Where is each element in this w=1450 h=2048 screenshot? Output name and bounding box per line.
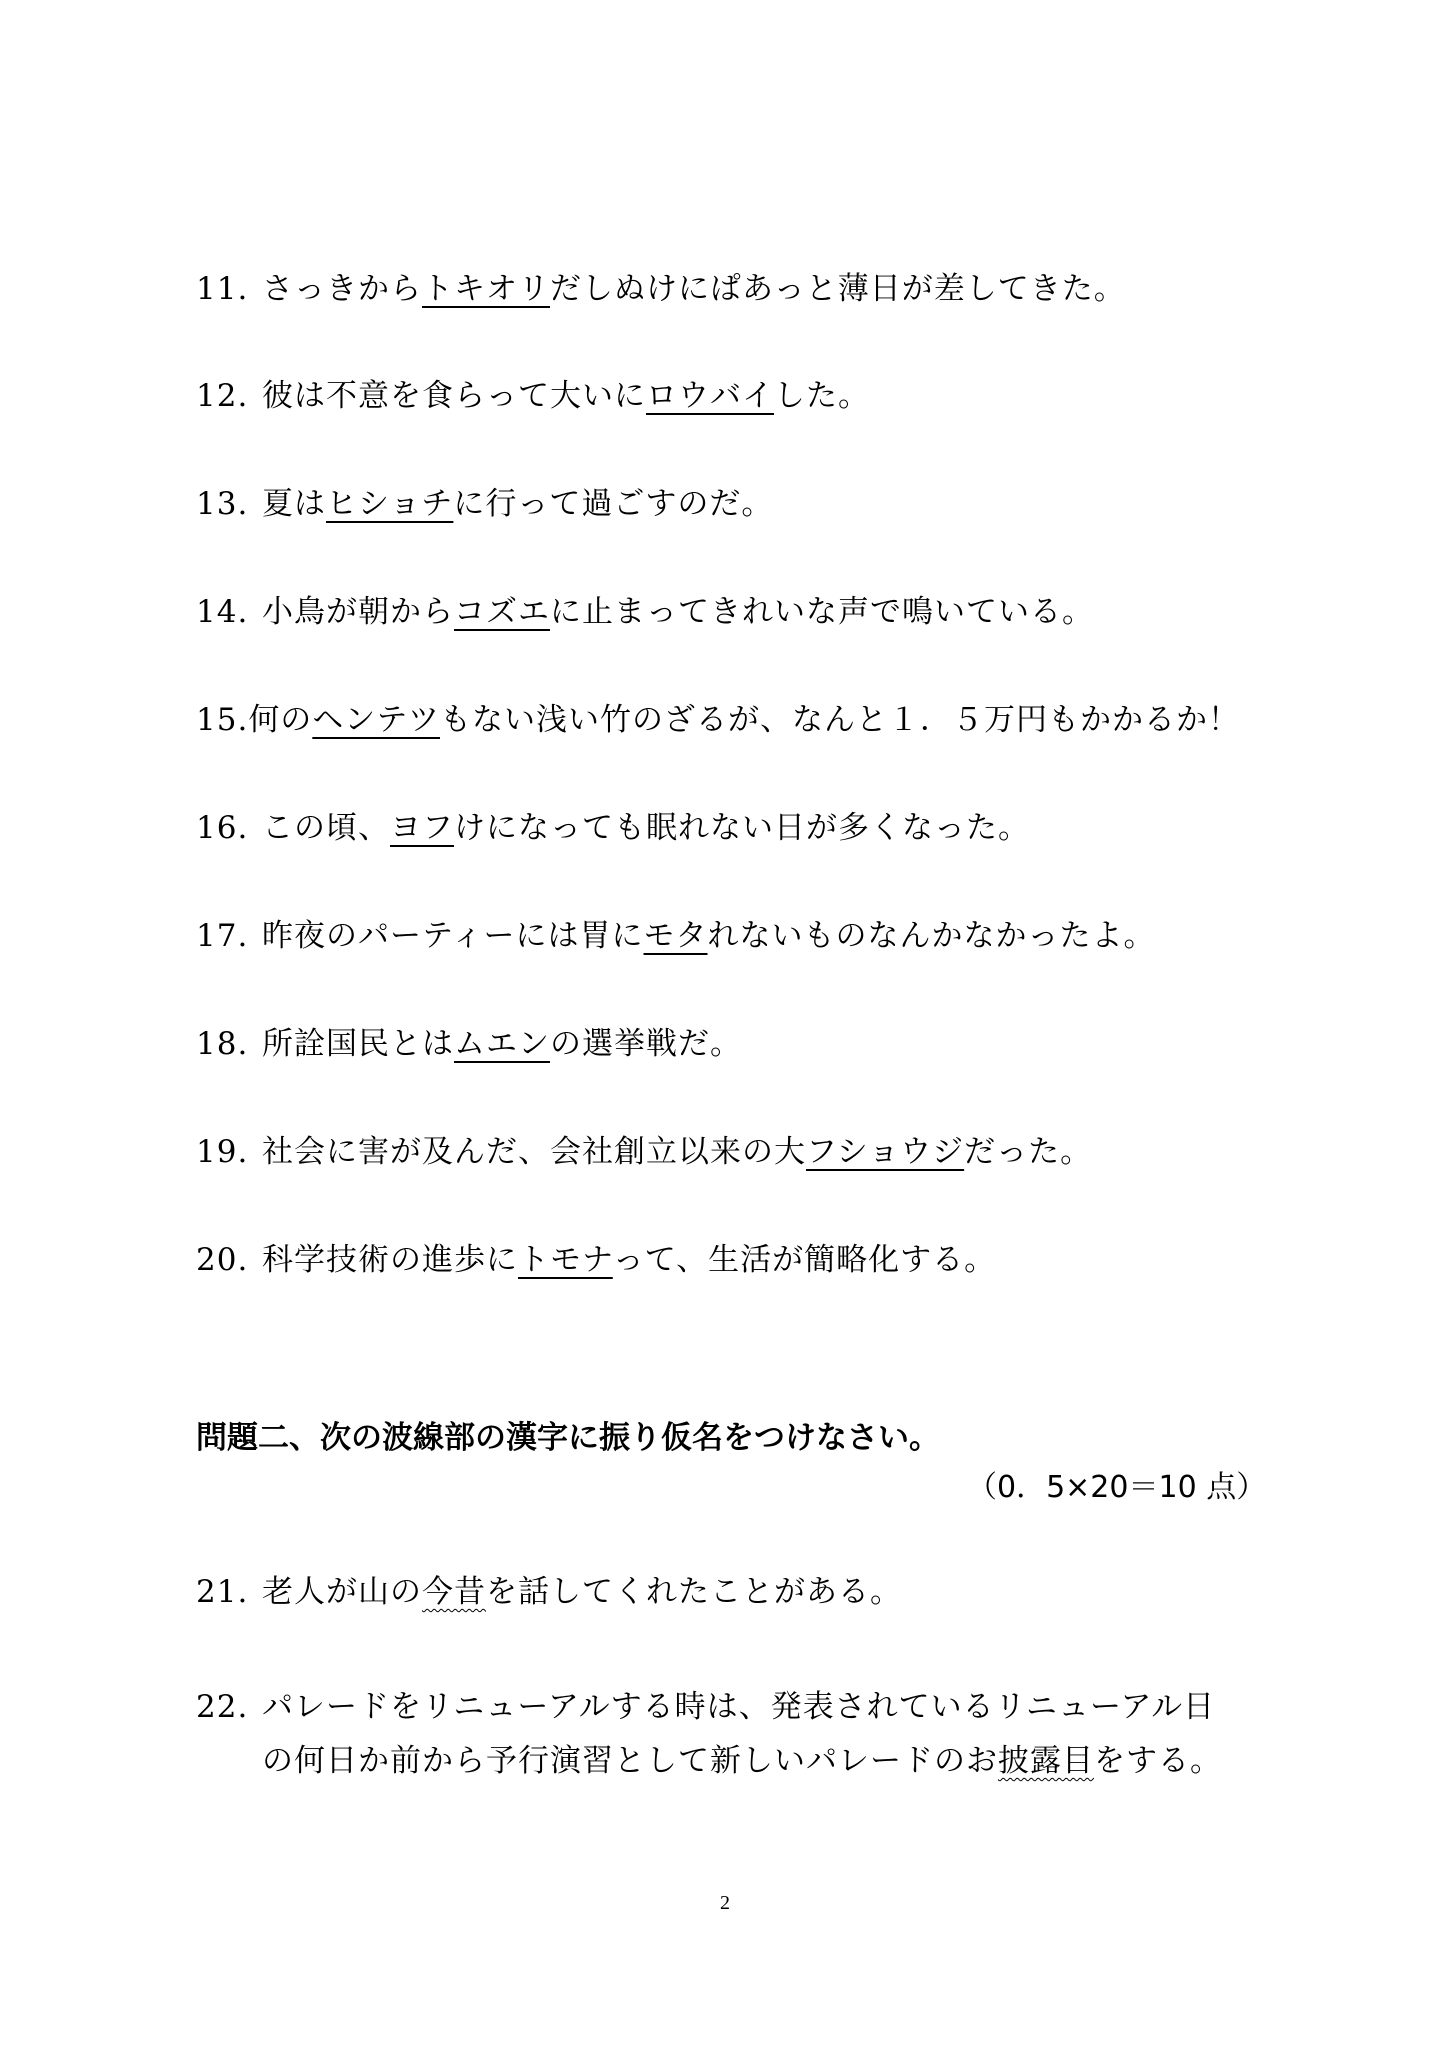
question-text: 老人が山の	[262, 1574, 422, 1610]
question-text: に行って過ごすのだ。	[453, 486, 774, 522]
wavy-underlined-kanji: 披露目	[998, 1743, 1094, 1779]
question-text: さっきから	[262, 271, 422, 307]
question-text: だしぬけにぱあっと薄日が差してきた。	[550, 271, 1126, 307]
question-text: この頃、	[262, 810, 390, 846]
question-text: に止まってきれいな声で鳴いている。	[550, 594, 1094, 630]
question-number: 21.	[196, 1574, 249, 1610]
underlined-katakana: ヘンテツ	[312, 702, 441, 738]
question-text: した。	[774, 378, 870, 414]
underlined-katakana: ヨフ	[390, 810, 454, 846]
question-20	[196, 1240, 996, 1280]
question-text: 夏は	[262, 486, 326, 522]
question-text: もない浅い竹のざるが、なんと１．５万円もかかるか！	[440, 702, 1241, 738]
question-text: の選挙戦だ。	[550, 1026, 742, 1062]
question-22	[196, 1680, 1222, 1788]
page-number: 2	[720, 1892, 730, 1914]
question-text: パレードをリニューアルする時は、発表されているリニューアル日	[262, 1689, 1216, 1725]
underlined-katakana: フショウジ	[806, 1134, 965, 1170]
points-note: （0．5×20＝10 点）	[967, 1470, 1267, 1505]
underlined-katakana: トキオリ	[422, 271, 550, 307]
question-number: 12.	[196, 378, 249, 414]
question-text: をする。	[1094, 1743, 1222, 1779]
question-text: 所詮国民とは	[262, 1026, 454, 1062]
question-text: 昨夜のパーティーには胃に	[262, 918, 644, 954]
question-text: を話してくれたことがある。	[486, 1574, 902, 1610]
section-heading: 問題二、次の波線部の漢字に振り仮名をつけなさい。	[196, 1420, 940, 1456]
question-number: 22.	[196, 1689, 249, 1725]
question-13	[196, 484, 773, 524]
question-text: 社会に害が及んだ、会社創立以来の大	[262, 1134, 806, 1170]
question-11	[196, 269, 1126, 309]
question-text: けになっても眠れない日が多くなった。	[454, 810, 1030, 846]
question-21	[196, 1572, 902, 1612]
question-number: 19.	[196, 1134, 249, 1170]
question-text: 科学技術の進歩に	[262, 1242, 518, 1278]
question-number: 18.	[196, 1026, 249, 1062]
question-text: 何の	[248, 702, 313, 738]
question-number: 11.	[196, 271, 249, 307]
question-text: 彼は不意を食らって大いに	[262, 378, 646, 414]
underlined-katakana: モタ	[643, 918, 708, 954]
question-number: 17.	[196, 918, 249, 954]
underlined-katakana: トモナ	[518, 1242, 613, 1278]
question-number: 20.	[196, 1242, 249, 1278]
question-17	[196, 916, 1156, 956]
underlined-katakana: コズエ	[454, 594, 550, 630]
question-18	[196, 1024, 742, 1064]
question-15	[196, 700, 1240, 740]
wavy-underlined-kanji: 今昔	[422, 1574, 486, 1610]
question-number: 13.	[196, 486, 249, 522]
question-14	[196, 592, 1094, 632]
question-text: の何日か前から予行演習として新しいパレードのお	[262, 1743, 998, 1779]
question-19	[196, 1132, 1092, 1172]
underlined-katakana: ヒショチ	[326, 486, 454, 522]
question-text: って、生活が簡略化する。	[612, 1242, 997, 1278]
question-12	[196, 376, 870, 416]
underlined-katakana: ムエン	[454, 1026, 550, 1062]
question-continuation	[196, 1734, 1222, 1788]
question-text: れないものなんかなかったよ。	[707, 918, 1156, 954]
question-number: 14.	[196, 594, 249, 630]
question-number: 15.	[196, 702, 249, 738]
question-text: だった。	[964, 1134, 1093, 1170]
question-number: 16.	[196, 810, 249, 846]
underlined-katakana: ロウバイ	[646, 378, 774, 414]
question-text: 小鳥が朝から	[262, 594, 454, 630]
question-16	[196, 808, 1030, 848]
